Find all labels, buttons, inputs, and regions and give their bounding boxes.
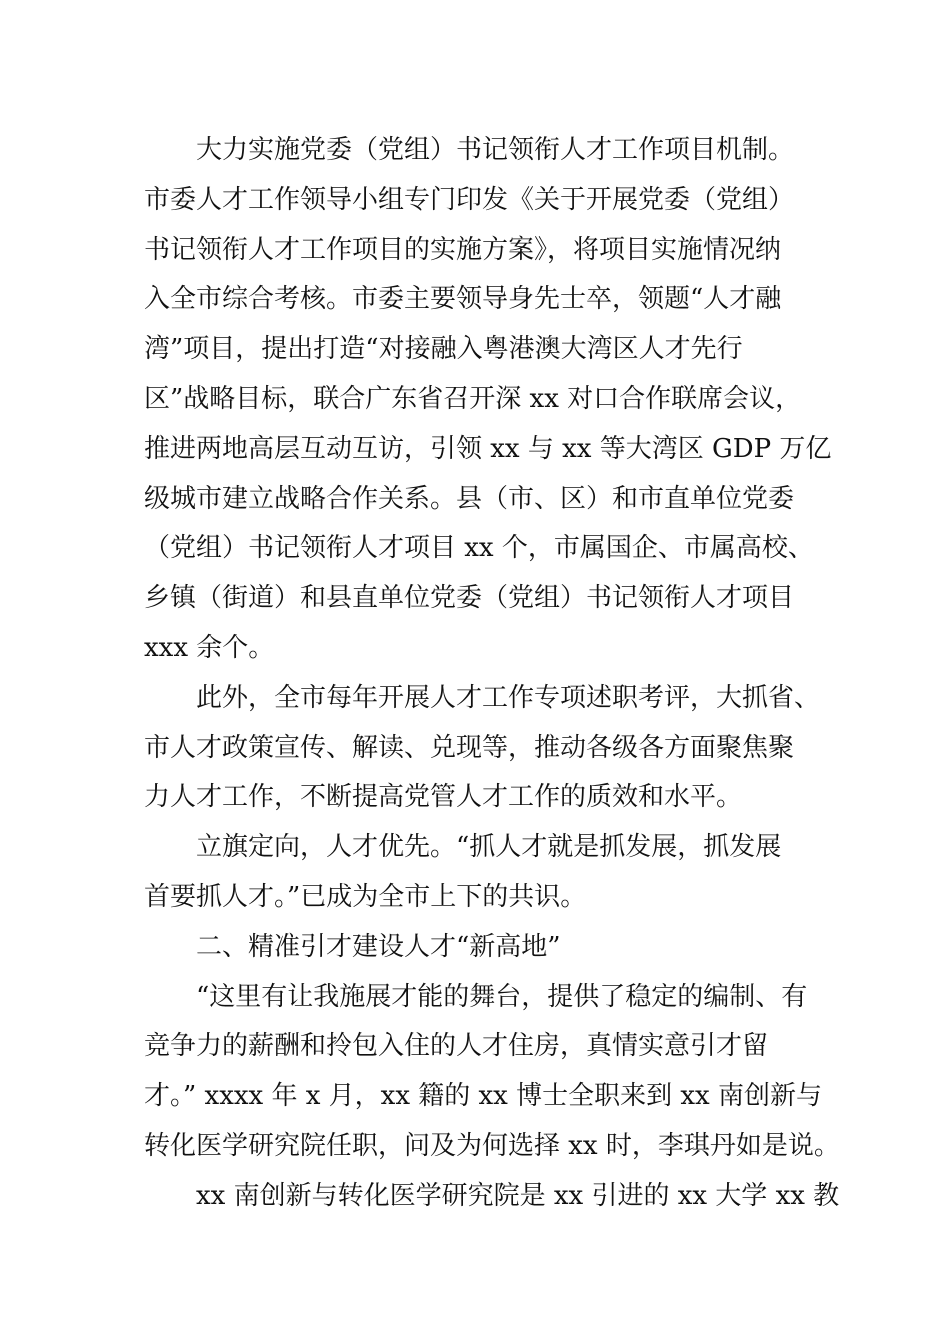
paragraph-line: “这里有让我施展才能的舞台，提供了稳定的编制、有 xyxy=(196,981,808,1012)
paragraph-line: 市委人才工作领导小组专门印发《关于开展党委（党组） xyxy=(144,184,795,215)
paragraph-line: 推进两地高层互动互访，引领 xx 与 xx 等大湾区 GDP 万亿 xyxy=(144,433,832,464)
paragraph-line: 区”战略目标，联合广东省召开深 xx 对口合作联席会议， xyxy=(144,383,802,414)
paragraph-line: 乡镇（街道）和县直单位党委（党组）书记领衔人才项目 xyxy=(144,583,795,614)
paragraph-line: 入全市综合考核。市委主要领导身先士卒，领题“人才融 xyxy=(144,284,782,315)
paragraph-line: 立旗定向，人才优先。“抓人才就是抓发展，抓发展 xyxy=(196,832,782,863)
paragraph-line: xx 南创新与转化医学研究院是 xx 引进的 xx 大学 xx 教 xyxy=(196,1180,840,1211)
paragraph-line: 此外，全市每年开展人才工作专项述职考评，大抓省、 xyxy=(196,682,821,713)
section-heading: 二、精准引才建设人才“新高地” xyxy=(196,931,561,962)
paragraph-line: 湾”项目，提出打造“对接融入粤港澳大湾区人才先行 xyxy=(144,334,743,365)
paragraph-line: 首要抓人才。”已成为全市上下的共识。 xyxy=(144,881,587,912)
document-body xyxy=(144,126,840,1222)
paragraph-line: xxx 余个。 xyxy=(144,632,275,663)
paragraph-line: 级城市建立战略合作关系。县（市、区）和市直单位党委 xyxy=(144,483,795,514)
paragraph-line: 力人才工作，不断提高党管人才工作的质效和水平。 xyxy=(144,782,743,813)
paragraph-line: 书记领衔人才工作项目的实施方案》，将项目实施情况纳 xyxy=(144,234,782,265)
paragraph-line: 市人才政策宣传、解读、兑现等，推动各级各方面聚焦聚 xyxy=(144,732,795,763)
paragraph-line: 才。” xxxx 年 x 月，xx 籍的 xx 博士全职来到 xx 南创新与 xyxy=(144,1081,822,1112)
paragraph-line: （党组）书记领衔人才项目 xx 个，市属国企、市属高校、 xyxy=(144,533,814,564)
paragraph-line: 转化医学研究院任职，问及为何选择 xx 时，李琪丹如是说。 xyxy=(144,1130,840,1161)
paragraph-line: 大力实施党委（党组）书记领衔人才工作项目机制。 xyxy=(196,135,795,165)
paragraph-line: 竞争力的薪酬和拎包入住的人才住房，真情实意引才留 xyxy=(144,1031,769,1062)
